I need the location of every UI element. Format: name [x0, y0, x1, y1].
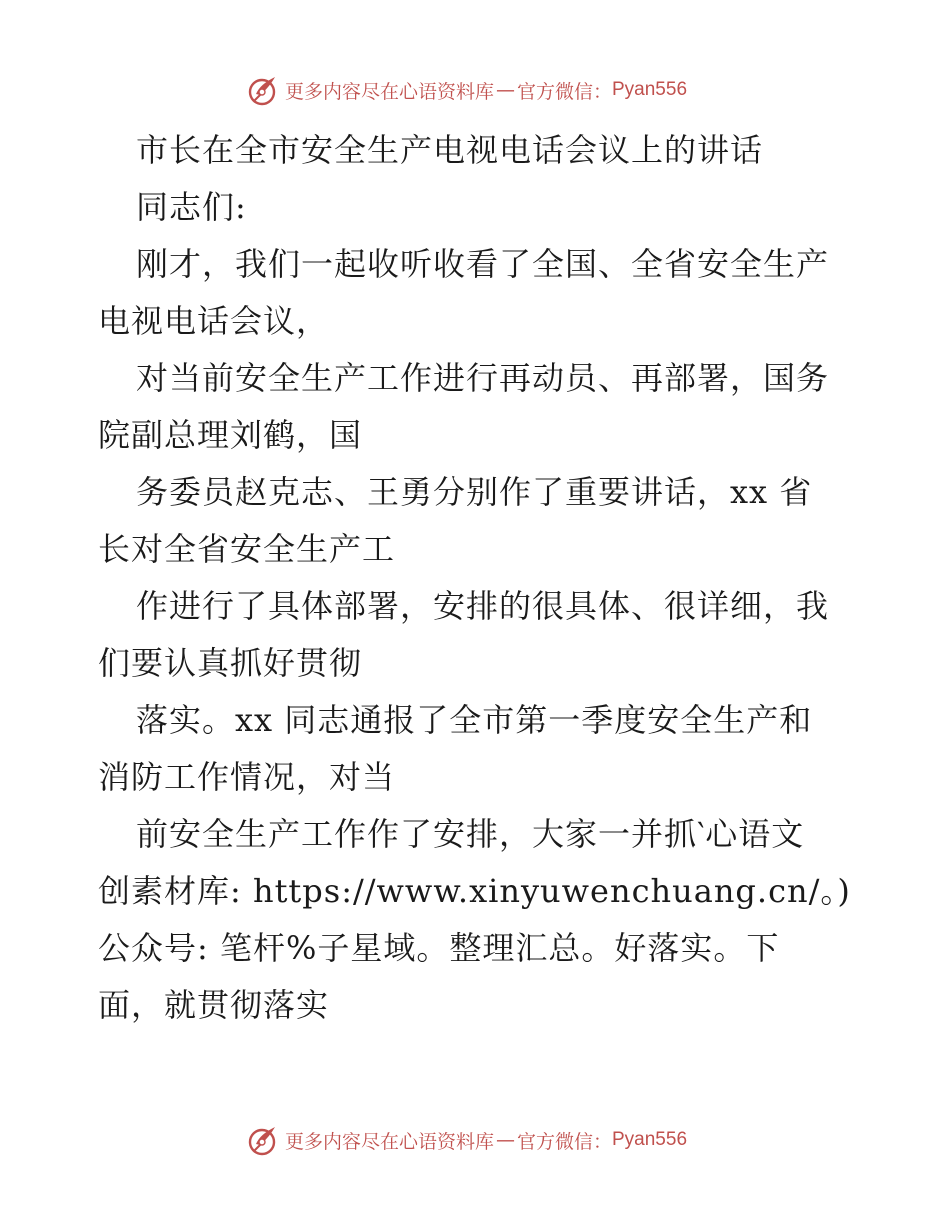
- banner-official-label: 官方微信：: [516, 80, 612, 103]
- banner-official-label: 官方微信：: [516, 1130, 612, 1153]
- quill-logo-icon: [247, 73, 281, 107]
- document-line: 院副总理刘鹤，国: [98, 416, 363, 454]
- banner-slogan: 更多内容尽在心语资料库: [284, 1130, 494, 1153]
- banner-wechat-id: Pyan556: [612, 79, 688, 100]
- document-line: 消防工作情况，对当: [98, 758, 396, 796]
- document-line: 落实。xx 同志通报了全市第一季度安全生产和: [136, 701, 813, 739]
- footer-banner: [0, 1120, 950, 1160]
- document-line: 电视电话会议，: [98, 302, 330, 340]
- banner-slogan: 更多内容尽在心语资料库: [284, 80, 494, 103]
- document-body: [98, 122, 858, 1034]
- document-line: 公众号: 笔杆%子星域。整理汇总。好落实。下: [98, 929, 780, 967]
- document-line: 刚才，我们一起收听收看了全国、全省安全生产: [136, 245, 830, 283]
- document-line: 创素材库: https://www.xinyuwenchuang.cn/。): [98, 872, 851, 910]
- document-line: 们要认真抓好贯彻: [98, 644, 363, 682]
- banner-dash: —: [495, 1129, 515, 1151]
- document-line: 市长在全市安全生产电视电话会议上的讲话: [136, 131, 764, 169]
- banner-wechat-id: Pyan556: [612, 1129, 688, 1150]
- header-banner: [0, 70, 950, 110]
- document-line: 对当前安全生产工作进行再动员、再部署，国务: [136, 359, 830, 397]
- document-line: 作进行了具体部署，安排的很具体、很详细，我: [136, 587, 830, 625]
- header-banner-content: [247, 73, 687, 107]
- banner-dash: —: [495, 79, 515, 101]
- quill-logo-icon: [247, 1123, 281, 1157]
- document-line: 长对全省安全生产工: [98, 530, 396, 568]
- document-line: 面，就贯彻落实: [98, 986, 330, 1024]
- footer-banner-content: [247, 1123, 687, 1157]
- document-line: 同志们:: [136, 188, 247, 226]
- document-line: 前安全生产工作作了安排，大家一并抓‵心语文: [136, 815, 805, 853]
- document-line: 务委员赵克志、王勇分别作了重要讲话，xx 省: [136, 473, 813, 511]
